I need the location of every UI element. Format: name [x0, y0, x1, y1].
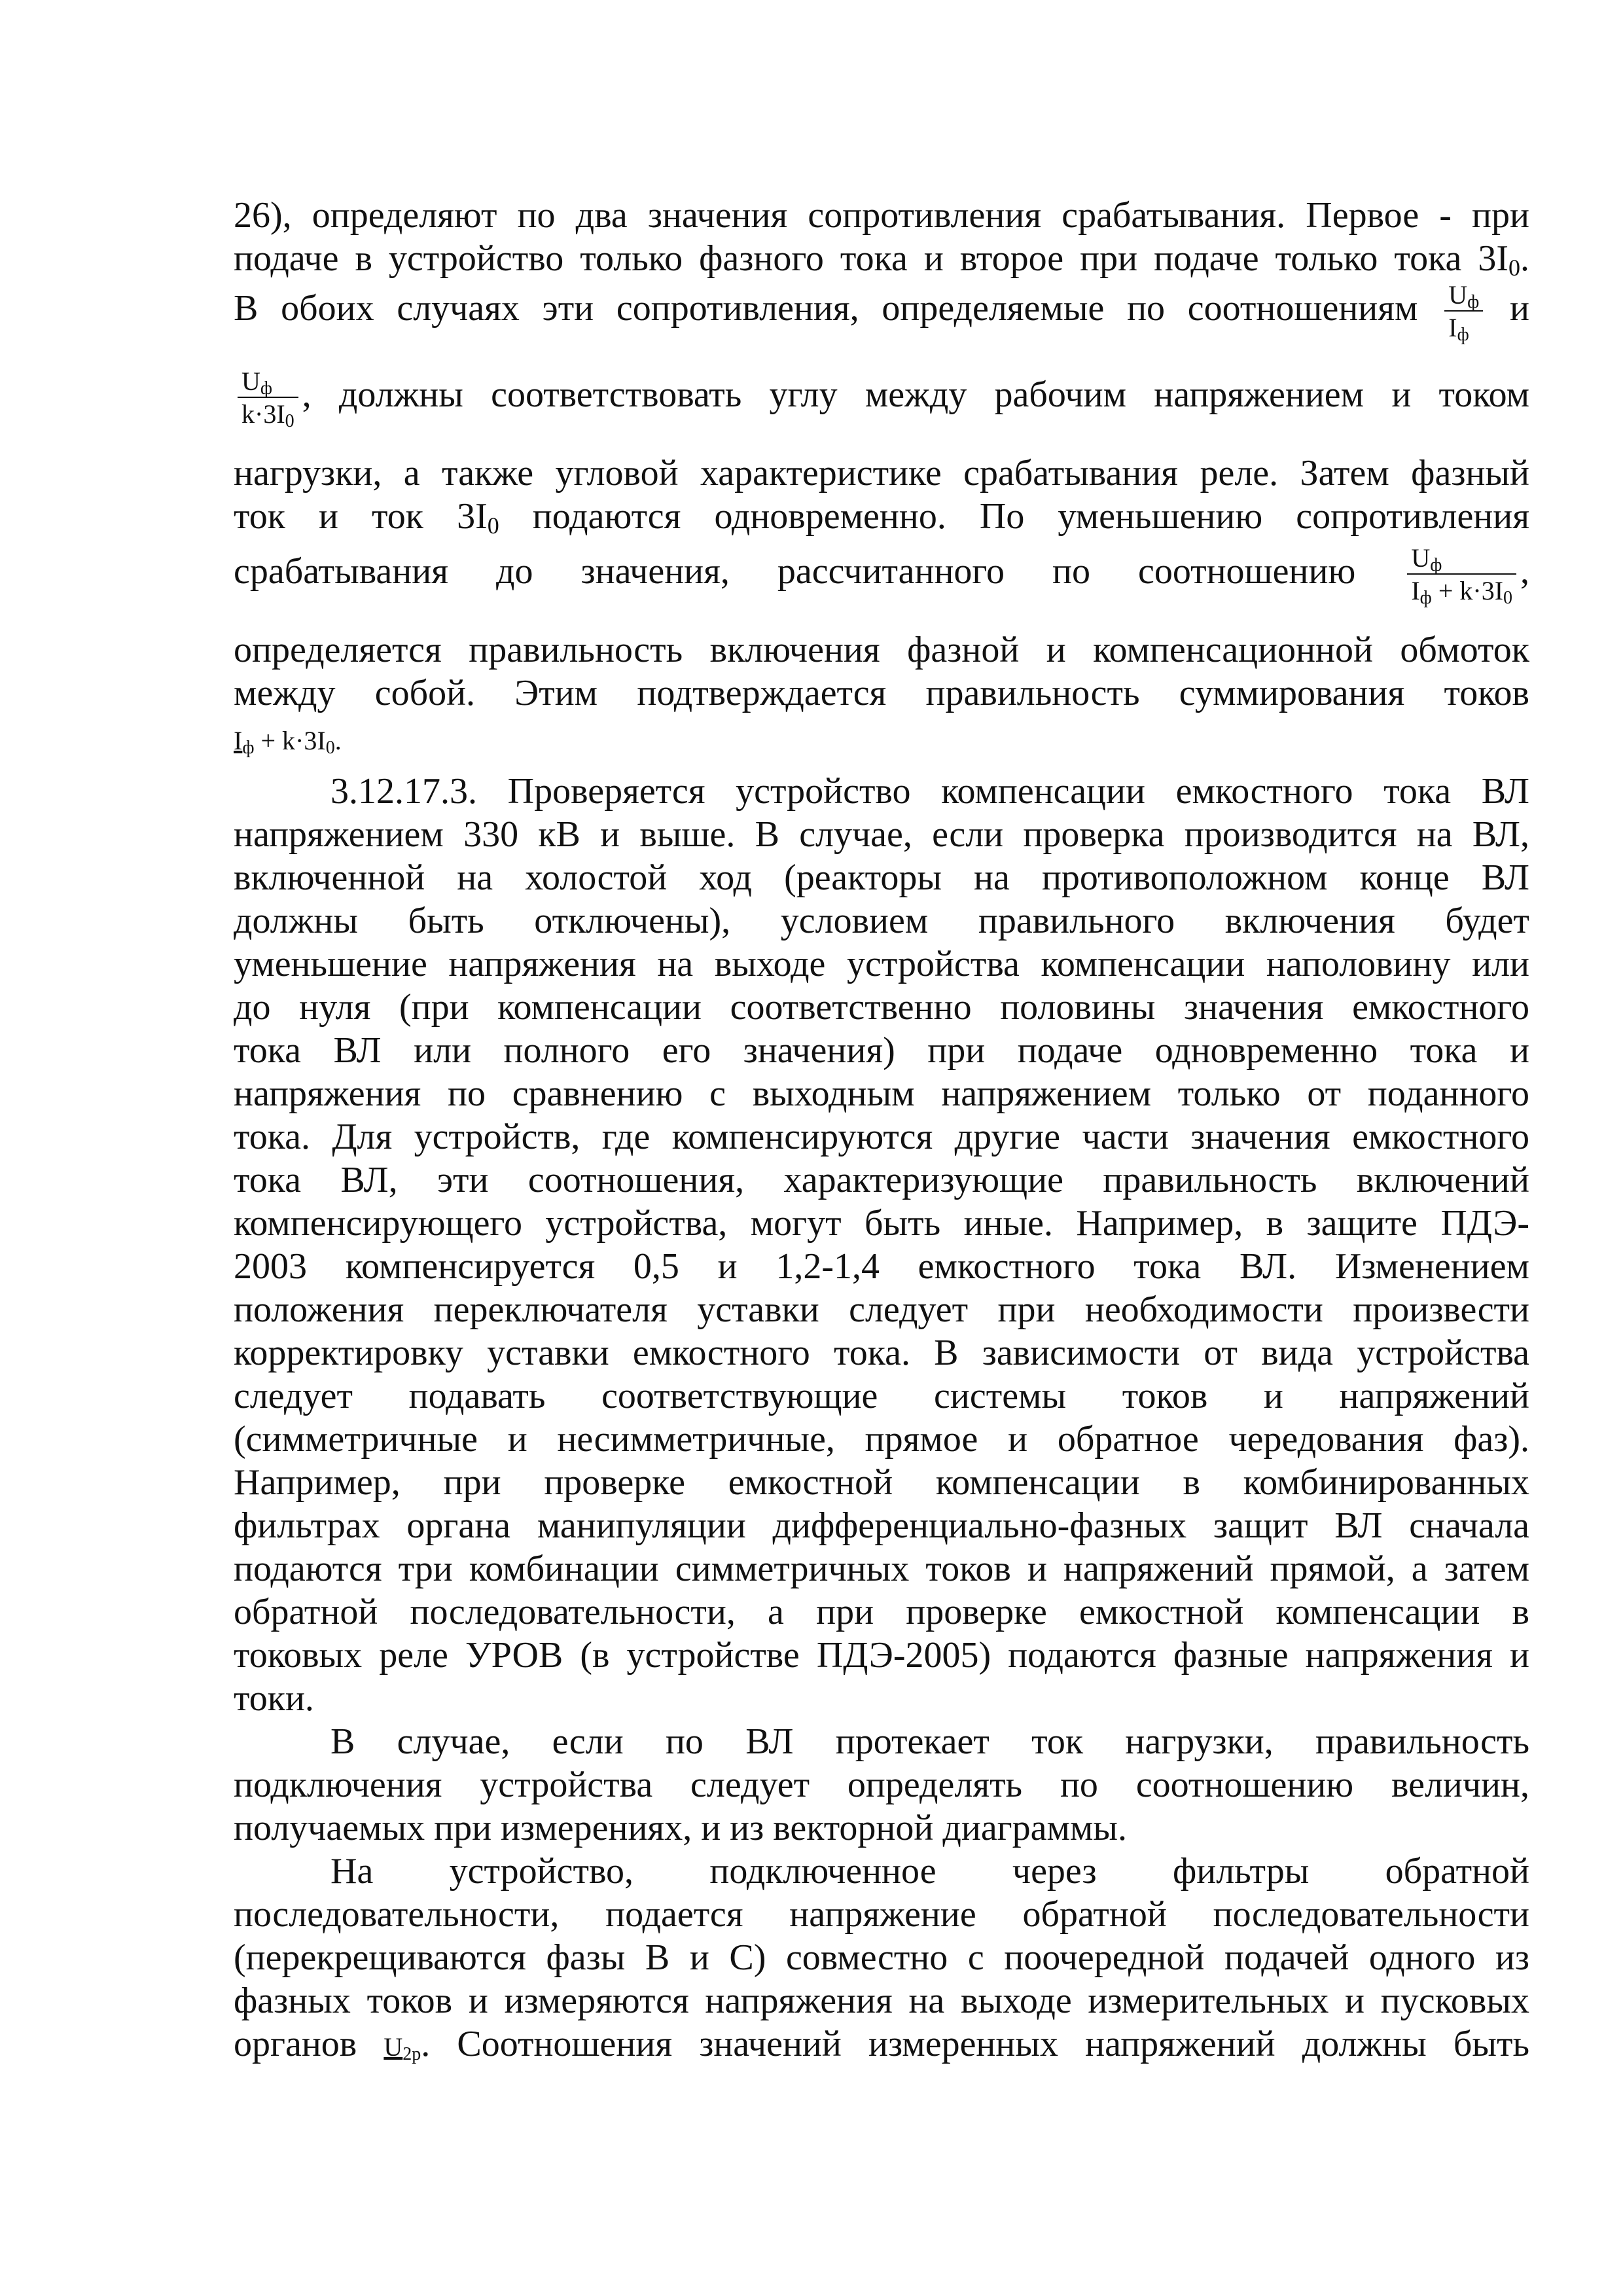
text-line [234, 716, 1529, 759]
text-line: напряжения по сравнению с выходным напряжением только от поданного [234, 1073, 1529, 1114]
text-line: между собой. Этим подтверждается правильность суммирования токов [234, 673, 1529, 713]
text-line: (перекрещиваются фазы В и С) совместно с поочередной подачей одного из [234, 1937, 1529, 1978]
text-line: ток и ток $3I_0$ подаются одновременно. По уменьшению сопротивления [234, 496, 1530, 539]
text-line: включенной на холостой ход (реакторы на противоположном конце ВЛ [234, 857, 1529, 898]
formula-current-sum: $I_ф + k\cdot 3I_0$. [234, 726, 342, 758]
text-line: На устройство, подключенное через фильтры обратной [330, 1851, 1529, 1892]
text-line: подаются три комбинации симметричных токов и напряжений прямой, а затем [234, 1549, 1529, 1589]
formula-u-over-k3i0: $\frac{U_ф}{k\cdot 3I_0}$ [238, 367, 298, 429]
text-line: токовых реле УРОВ (в устройстве ПДЭ-2005) подаются фазные напряжения и [234, 1635, 1529, 1676]
text-line: фильтрах органа манипуляции дифференциально-фазных защит ВЛ сначала [234, 1505, 1529, 1546]
text-line: тока ВЛ, эти соотношения, характеризующие правильность включений [234, 1160, 1529, 1200]
text-line: $\frac{U_ф}{k\cdot 3I_0}$ , должны соответствовать углу между рабочим напряжением и током [234, 367, 1529, 429]
text-line: подключения устройства следует определять по соотношению величин, [234, 1765, 1529, 1805]
text-line: нагрузки, а также угловой характеристике срабатывания реле. Затем фазный [234, 453, 1529, 493]
text-line: подаче в устройство только фазного тока и второе при подаче только тока $3I_0$. [234, 238, 1529, 281]
text-line: Например, при проверке емкостной компенсации в комбинированных [234, 1462, 1529, 1503]
text-line: тока. Для устройств, где компенсируются другие части значения емкостного [234, 1117, 1529, 1157]
text-line: уменьшение напряжения на выходе устройства компенсации наполовину или [234, 944, 1529, 984]
text-line: срабатывания до значения, рассчитанного по соотношению $\frac{U_ф}{I_ф + k\cdot 3I_0}$ , [234, 543, 1530, 608]
text-line: компенсирующего устройства, могут быть иные. Например, в защите ПДЭ- [234, 1203, 1529, 1244]
text-line: 3.12.17.3. Проверяется устройство компенсации емкостного тока ВЛ [330, 771, 1529, 812]
text-line: органов $U_{2р}$. Соотношения значений измеренных напряжений должны быть [234, 2024, 1529, 2064]
formula-u-over-i: $\frac{U_ф}{I_ф}$ [1444, 280, 1483, 343]
text-line: следует подавать соответствующие системы токов и напряжений [234, 1376, 1529, 1416]
text-line: обратной последовательности, а при проверке емкостной компенсации в [234, 1592, 1529, 1632]
text-line: напряжением 330 кВ и выше. В случае, если проверка производится на ВЛ, [234, 814, 1529, 855]
formula-u-over-sum: $\frac{U_ф}{I_ф + k\cdot 3I_0}$ [1407, 543, 1516, 606]
formula-u2p: $U_{2р}$ [383, 2032, 421, 2064]
text-line: 26), определяют по два значения сопротивления срабатывания. Первое - при [234, 195, 1529, 236]
text-line: 2003 компенсируется 0,5 и 1,2-1,4 емкостного тока ВЛ. Изменением [234, 1246, 1529, 1287]
text-line: токи. [234, 1678, 314, 1719]
text-line: получаемых при измерениях, и из векторной диаграммы. [234, 1808, 1127, 1848]
text-line: последовательности, подается напряжение обратной последовательности [234, 1894, 1529, 1935]
text-line: В обоих случаях эти сопротивления, определяемые по соотношениям $\frac{U_ф}{I_ф}$ и [234, 280, 1530, 345]
text-line: должны быть отключены), условием правильного включения будет [234, 901, 1529, 941]
text-line: В случае, если по ВЛ протекает ток нагрузки, правильность [330, 1721, 1529, 1762]
text-line: фазных токов и измеряются напряжения на выходе измерительных и пусковых [234, 1981, 1529, 2021]
text-line: корректировку уставки емкостного тока. В зависимости от вида устройства [234, 1333, 1529, 1373]
text-line: положения переключателя уставки следует при необходимости произвести [234, 1289, 1529, 1330]
text-line: до нуля (при компенсации соответственно половины значения емкостного [234, 987, 1529, 1028]
text-line: (симметричные и несимметричные, прямое и обратное чередования фаз). [234, 1419, 1529, 1460]
text-line: определяется правильность включения фазной и компенсационной обмоток [234, 630, 1529, 670]
text-line: тока ВЛ или полного его значения) при подаче одновременно тока и [234, 1030, 1529, 1071]
